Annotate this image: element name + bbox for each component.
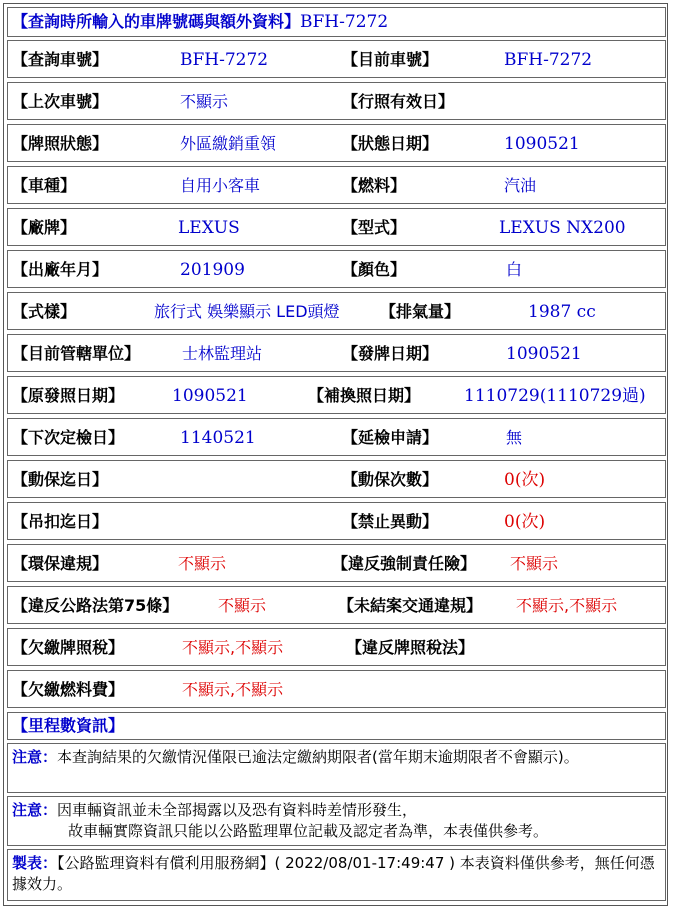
label-transfer-prohibited: 【禁止異動】 bbox=[342, 512, 439, 531]
label-style: 【式樣】 bbox=[12, 302, 77, 321]
label-license-valid-date: 【行照有效日】 bbox=[342, 92, 455, 111]
value-plate-status: 外區繳銷重領 bbox=[180, 134, 277, 153]
footer-text: 【公路監理資料有償利用服務網】( 2022/08/01-17:49:47 ) 本表資料僅供參考，無任何憑據效力。 bbox=[12, 854, 655, 893]
note-1 bbox=[12, 747, 661, 768]
mileage-title: 【里程數資訊】 bbox=[12, 716, 125, 735]
header-row bbox=[7, 7, 666, 37]
label-highway-act-75: 【違反公路法第75條】 bbox=[12, 596, 179, 615]
value-issue-date: 1090521 bbox=[506, 344, 582, 364]
value-vehicle-type: 自用小客車 bbox=[180, 176, 261, 195]
note-1-text: 本查詢結果的欠繳情況僅限已逾法定繳納期限者(當年期末逾期限者不會顯示)。 bbox=[57, 748, 579, 766]
value-style: 旅行式 娛樂顯示 LED頭燈 bbox=[154, 302, 340, 321]
note-disclaimer bbox=[7, 796, 666, 846]
label-unpaid-fuel-fee: 【欠繳燃料費】 bbox=[12, 680, 125, 699]
row-vehicle-type bbox=[7, 166, 666, 204]
value-unpaid-fuel-fee: 不顯示,不顯示 bbox=[182, 680, 284, 699]
header-title bbox=[12, 12, 388, 32]
row-manufacture-date bbox=[7, 250, 666, 288]
value-fuel: 汽油 bbox=[504, 176, 537, 195]
value-original-issue-date: 1090521 bbox=[172, 386, 248, 406]
note-1-label: 注意： bbox=[12, 748, 58, 766]
value-replacement-date: 1110729(1110729過) bbox=[464, 386, 646, 406]
row-previous-plate bbox=[7, 82, 666, 120]
row-style bbox=[7, 292, 666, 330]
note-2-label: 注意： bbox=[12, 801, 58, 819]
row-environmental-violations bbox=[7, 544, 666, 582]
value-status-date: 1090521 bbox=[504, 134, 580, 154]
value-current-plate: BFH-7272 bbox=[504, 50, 593, 70]
value-inspection-extension: 無 bbox=[506, 428, 523, 447]
row-unpaid-license-tax bbox=[7, 628, 666, 666]
header-title-text: 【查詢時所輸入的車牌號碼與額外資料】 bbox=[12, 12, 301, 31]
label-environmental-violations: 【環保違規】 bbox=[12, 554, 109, 573]
value-jurisdiction: 士林監理站 bbox=[182, 344, 263, 363]
value-previous-plate: 不顯示 bbox=[180, 92, 229, 111]
row-chattel-mortgage-end bbox=[7, 460, 666, 498]
label-original-issue-date: 【原發照日期】 bbox=[12, 386, 125, 405]
row-brand bbox=[7, 208, 666, 246]
row-highway-act-75 bbox=[7, 586, 666, 624]
label-suspension-end: 【吊扣迄日】 bbox=[12, 512, 109, 531]
value-environmental-violations: 不顯示 bbox=[178, 554, 227, 573]
value-model: LEXUS NX200 bbox=[499, 218, 626, 238]
row-suspension-end bbox=[7, 502, 666, 540]
row-unpaid-fuel-fee bbox=[7, 670, 666, 708]
label-compulsory-insurance: 【違反強制責任險】 bbox=[332, 554, 477, 573]
note-unpaid-scope bbox=[7, 743, 666, 793]
footer-note bbox=[12, 853, 661, 895]
row-original-issue-date bbox=[7, 376, 666, 414]
header-plate: BFH-7272 bbox=[300, 12, 389, 32]
label-pending-traffic-violations: 【未結案交通違規】 bbox=[338, 596, 483, 615]
label-unpaid-license-tax: 【欠繳牌照稅】 bbox=[12, 638, 125, 657]
label-chattel-mortgage-count: 【動保次數】 bbox=[342, 470, 439, 489]
row-next-inspection bbox=[7, 418, 666, 456]
value-unpaid-license-tax: 不顯示,不顯示 bbox=[182, 638, 284, 657]
footer-label: 製表： bbox=[12, 854, 58, 872]
row-query-plate bbox=[7, 40, 666, 78]
label-fuel: 【燃料】 bbox=[342, 176, 407, 195]
value-pending-traffic-violations: 不顯示,不顯示 bbox=[516, 596, 618, 615]
label-replacement-date: 【補換照日期】 bbox=[308, 386, 421, 405]
footer-generated-by bbox=[7, 849, 666, 901]
label-model: 【型式】 bbox=[342, 218, 407, 237]
label-color: 【顏色】 bbox=[342, 260, 407, 279]
row-plate-status bbox=[7, 124, 666, 162]
label-chattel-mortgage-end: 【動保迄日】 bbox=[12, 470, 109, 489]
label-brand: 【廠牌】 bbox=[12, 218, 77, 237]
row-mileage-info bbox=[7, 712, 666, 740]
value-next-inspection: 1140521 bbox=[180, 428, 256, 448]
value-transfer-prohibited: 0(次) bbox=[504, 512, 546, 532]
label-status-date: 【狀態日期】 bbox=[342, 134, 439, 153]
value-compulsory-insurance: 不顯示 bbox=[510, 554, 559, 573]
label-issue-date: 【發牌日期】 bbox=[342, 344, 439, 363]
label-next-inspection: 【下次定檢日】 bbox=[12, 428, 125, 447]
label-displacement: 【排氣量】 bbox=[380, 302, 461, 321]
label-license-tax-violation: 【違反牌照稅法】 bbox=[346, 638, 475, 657]
value-manufacture-date: 201909 bbox=[180, 260, 245, 280]
label-query-plate: 【查詢車號】 bbox=[12, 50, 109, 69]
label-previous-plate: 【上次車號】 bbox=[12, 92, 109, 111]
label-jurisdiction: 【目前管轄單位】 bbox=[12, 344, 141, 363]
value-highway-act-75: 不顯示 bbox=[218, 596, 267, 615]
value-color: 白 bbox=[506, 260, 523, 279]
value-brand: LEXUS bbox=[178, 218, 240, 238]
label-vehicle-type: 【車種】 bbox=[12, 176, 77, 195]
label-plate-status: 【牌照狀態】 bbox=[12, 134, 109, 153]
value-chattel-mortgage-count: 0(次) bbox=[504, 470, 546, 490]
value-query-plate: BFH-7272 bbox=[180, 50, 269, 70]
label-manufacture-date: 【出廠年月】 bbox=[12, 260, 109, 279]
value-displacement: 1987 cc bbox=[528, 302, 596, 322]
label-inspection-extension: 【延檢申請】 bbox=[342, 428, 439, 447]
note-2 bbox=[12, 800, 661, 842]
row-jurisdiction bbox=[7, 334, 666, 372]
label-current-plate: 【目前車號】 bbox=[342, 50, 439, 69]
note-2-line-2: 故車輛實際資訊只能以公路監理單位記載及認定者為準，本表僅供參考。 bbox=[68, 822, 549, 840]
note-2-line-1: 因車輛資訊並未全部揭露以及恐有資料時差情形發生， bbox=[57, 801, 418, 819]
